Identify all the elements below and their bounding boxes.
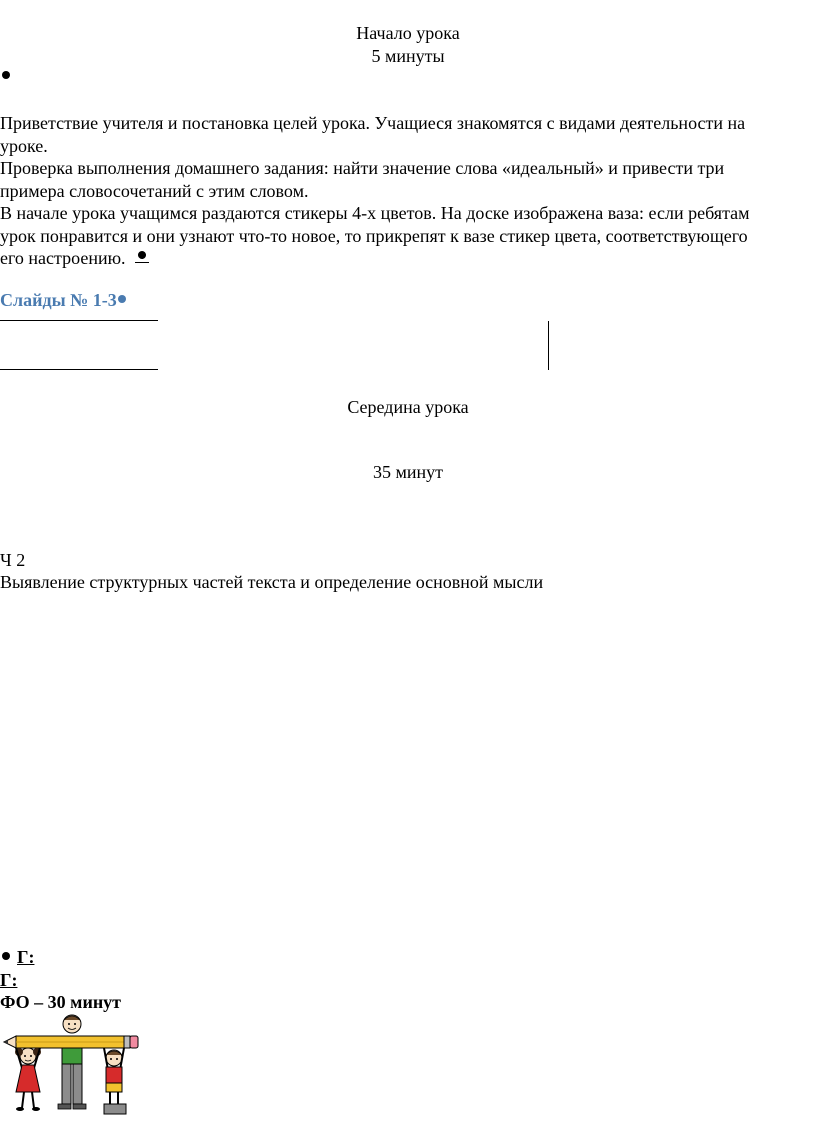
kids-with-pencil-illustration [2, 1012, 142, 1117]
bullet-icon [118, 295, 126, 303]
bullet-icon [2, 71, 10, 79]
intro-line-2: уроке. [0, 136, 48, 156]
intro-line-4: примера словосочетаний с этим словом. [0, 181, 309, 201]
task-description: Выявление структурных частей текста и определение основной мысли [0, 572, 544, 592]
intro-line-7 [0, 247, 812, 270]
lesson-middle-duration: 35 минут [372, 462, 444, 482]
intro-line-7-text: его настроению. [0, 248, 126, 268]
group-label-2: Г: [0, 970, 18, 990]
slides-reference [0, 289, 812, 312]
lesson-start-title: Начало урока [356, 23, 460, 43]
boy-figure [104, 1048, 126, 1114]
intro-line-1: Приветствие учителя и постановка целей урока. Учащиеся знакомятся с видами деятельности на [0, 113, 746, 133]
tall-kid-figure [58, 1015, 86, 1109]
vertical-divider [548, 321, 549, 370]
bullet-icon [2, 952, 10, 960]
task-code: Ч 2 [0, 550, 26, 570]
divider-line-top [0, 320, 158, 321]
bullet-icon [134, 250, 150, 264]
divider-line-bottom [0, 369, 158, 370]
fo-label: ФО – 30 минут [0, 992, 122, 1012]
lesson-start-duration: 5 минуты [371, 46, 445, 66]
group-label-1: Г: [17, 947, 35, 967]
lesson-middle-title: Середина урока [347, 397, 469, 417]
girl-figure [15, 1048, 41, 1111]
slides-label: Слайды № 1-3 [0, 290, 117, 310]
intro-line-3: Проверка выполнения домашнего задания: найти значение слова «идеальный» и привести три [0, 158, 725, 178]
intro-line-6: урок понравится и они узнают что-то новое, то прикрепят к вазе стикер цвета, соответствующего [0, 226, 748, 246]
intro-line-5: В начале урока учащимся раздаются стикеры 4-х цветов. На доске изображена ваза: если ребятам [0, 203, 750, 223]
pencil-icon [4, 1036, 138, 1048]
group-line-1 [0, 946, 812, 969]
